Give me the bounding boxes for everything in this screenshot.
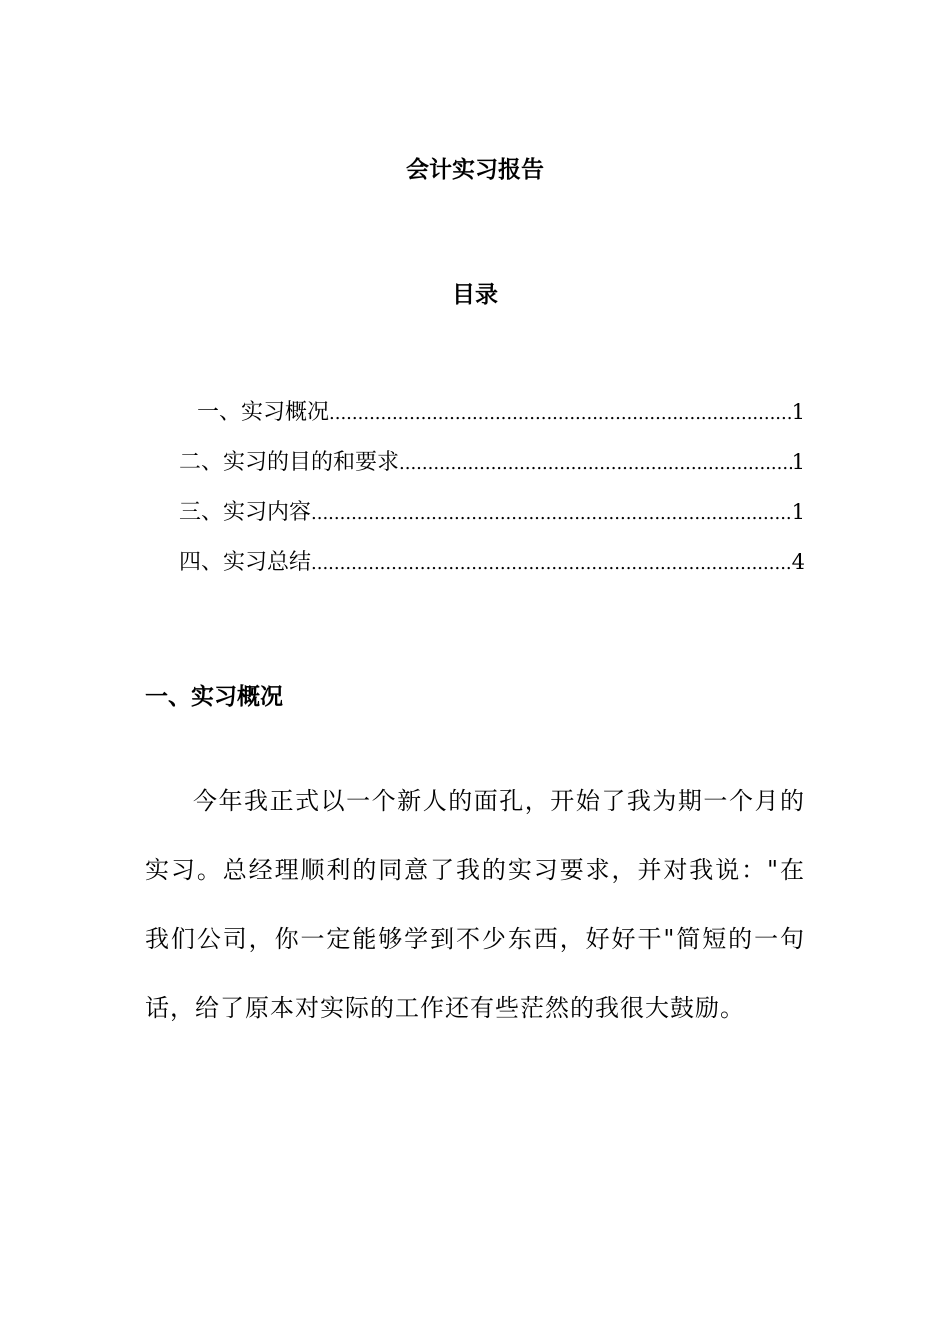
toc-entry-label: 四、实习总结 — [179, 550, 312, 575]
toc-entry-label: 三、实习内容 — [179, 500, 312, 525]
body-paragraph: 今年我正式以一个新人的面孔，开始了我为期一个月的实习。总经理顺利的同意了我的实习要求，并对我说："在我们公司，你一定能够学到不少东西，好好干"简短的一句话，给了原本对实际的工作还有些茫然的我很大鼓励。 — [145, 787, 805, 1022]
table-of-contents — [145, 392, 805, 592]
toc-heading: 目录 — [452, 282, 498, 308]
toc-dot-leader — [311, 494, 792, 534]
toc-dot-leader — [399, 444, 792, 484]
toc-entry-page: 4 — [791, 550, 805, 574]
document-title: 会计实习报告 — [406, 157, 544, 183]
toc-entry-label: 二、实习的目的和要求 — [179, 450, 400, 475]
toc-entry-label: 一、实习概况 — [197, 400, 330, 425]
section-heading: 一、实习概况 — [145, 684, 283, 710]
toc-entry-page: 1 — [791, 500, 805, 524]
toc-entry[interactable] — [145, 492, 805, 542]
toc-dot-leader — [311, 544, 792, 584]
toc-entry[interactable] — [145, 542, 805, 592]
toc-entry[interactable] — [145, 392, 805, 442]
toc-dot-leader — [329, 394, 792, 434]
toc-entry[interactable] — [145, 442, 805, 492]
toc-entry-page: 1 — [791, 450, 805, 474]
toc-entry-page: 1 — [791, 400, 805, 424]
